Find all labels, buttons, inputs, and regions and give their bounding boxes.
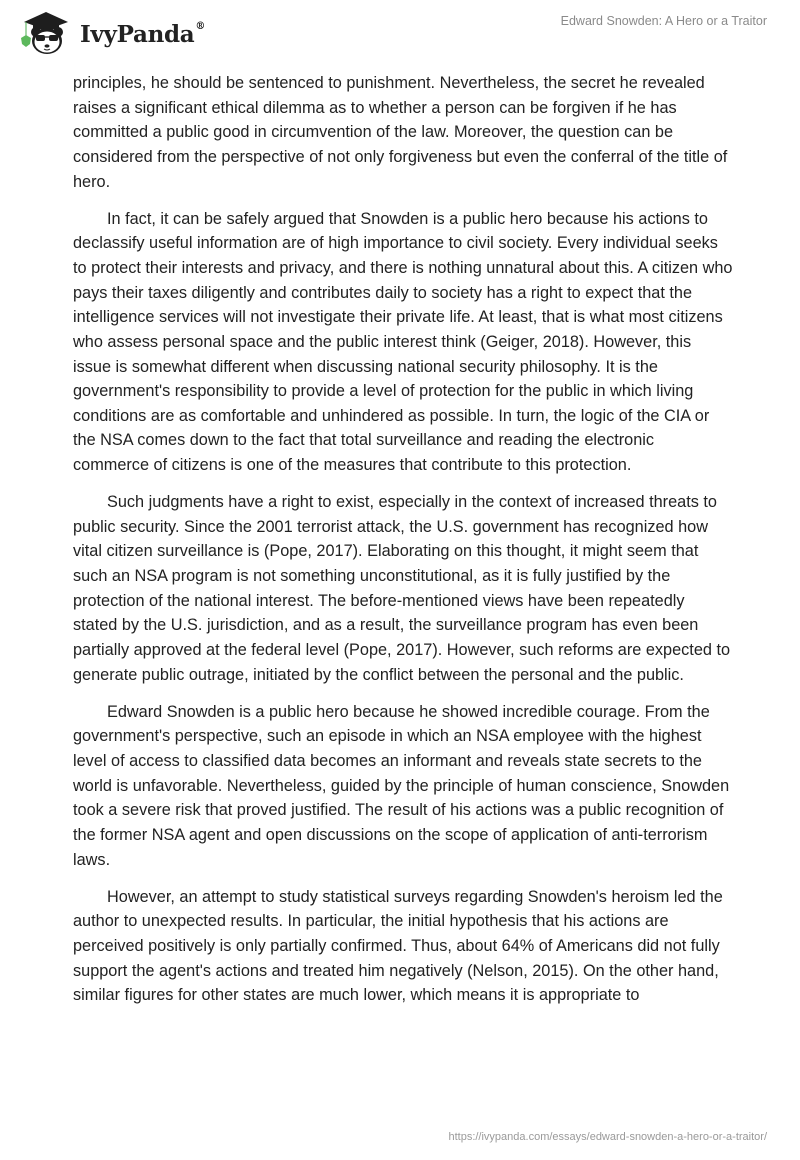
paragraph: principles, he should be sentenced to punishment. Nevertheless, the secret he revealed raises a significant ethical dilemma as to whether a person can be forgiven if he has committed a public good in circumvention of the law. Moreover, the question can be considered from the perspective of not only forgiveness but even the conferral of the title of hero. — [73, 74, 728, 191]
ivypanda-logo[interactable] — [18, 8, 205, 56]
brand-text: IvyPanda — [80, 20, 195, 48]
brand-name — [80, 21, 205, 48]
panda-graduate-icon — [18, 8, 74, 56]
page-header — [0, 0, 800, 62]
paragraph: In fact, it can be safely argued that Snowden is a public hero because his actions to declassify useful information are of high importance to civil society. Every individual seeks to protect their interests and privacy, and there is nothing unnatural about this. A citizen who pays their taxes diligently and contributes daily to society has a right to expect that the intelligence services will not investigate their private life. At least, that is what most citizens who assess personal space and the public interest think (Geiger, 2018). However, this issue is somewhat different when discussing national security philosophy. It is the government's responsibility to provide a level of protection for the public in which living conditions are as comfortable and unhindered as possible. In turn, the logic of the CIA or the NSA comes down to the fact that total surveillance and reading the electronic commerce of citizens is one of the measures that contribute to this protection. — [73, 209, 733, 475]
document-title: Edward Snowden: A Hero or a Traitor — [560, 14, 767, 28]
registered-mark: ® — [195, 20, 206, 32]
paragraph: Such judgments have a right to exist, especially in the context of increased threats to public security. Since the 2001 terrorist attack, the U.S. government has recognized how vital citizen surveillance is (Pope, 2017). Elaborating on this thought, it might seem that such an NSA program is not something unconstitutional, as it is fully justified by the protection of the national interest. The before-mentioned views have been repeatedly stated by the U.S. jurisdiction, and as a result, the surveillance program has even been partially approved at the federal level (Pope, 2017). However, such reforms are expected to generate public outrage, initiated by the conflict between the personal and the public. — [73, 493, 731, 684]
paragraph: However, an attempt to study statistical surveys regarding Snowden's heroism led the author to unexpected results. In particular, the initial hypothesis that his actions are perceived positively is only partially confirmed. Thus, about 64% of Americans did not fully support the agent's actions and treated him negatively (Nelson, 2015). On the other hand, similar figures for other states are much lower, which means it is appropriate to — [73, 887, 723, 1005]
essay-body — [73, 71, 733, 1020]
source-url[interactable]: https://ivypanda.com/essays/edward-snowden-a-hero-or-a-traitor/ — [448, 1131, 767, 1143]
paragraph: Edward Snowden is a public hero because he showed incredible courage. From the government's perspective, such an episode in which an NSA employee with the highest level of access to classified data becomes an informant and reveals state secrets to the world is unfavorable. Nevertheless, guided by the principle of human conscience, Snowden took a severe risk that proved justified. The result of his actions was a public recognition of the former NSA agent and open discussions on the scope of application of anti-terrorism laws. — [73, 702, 730, 869]
